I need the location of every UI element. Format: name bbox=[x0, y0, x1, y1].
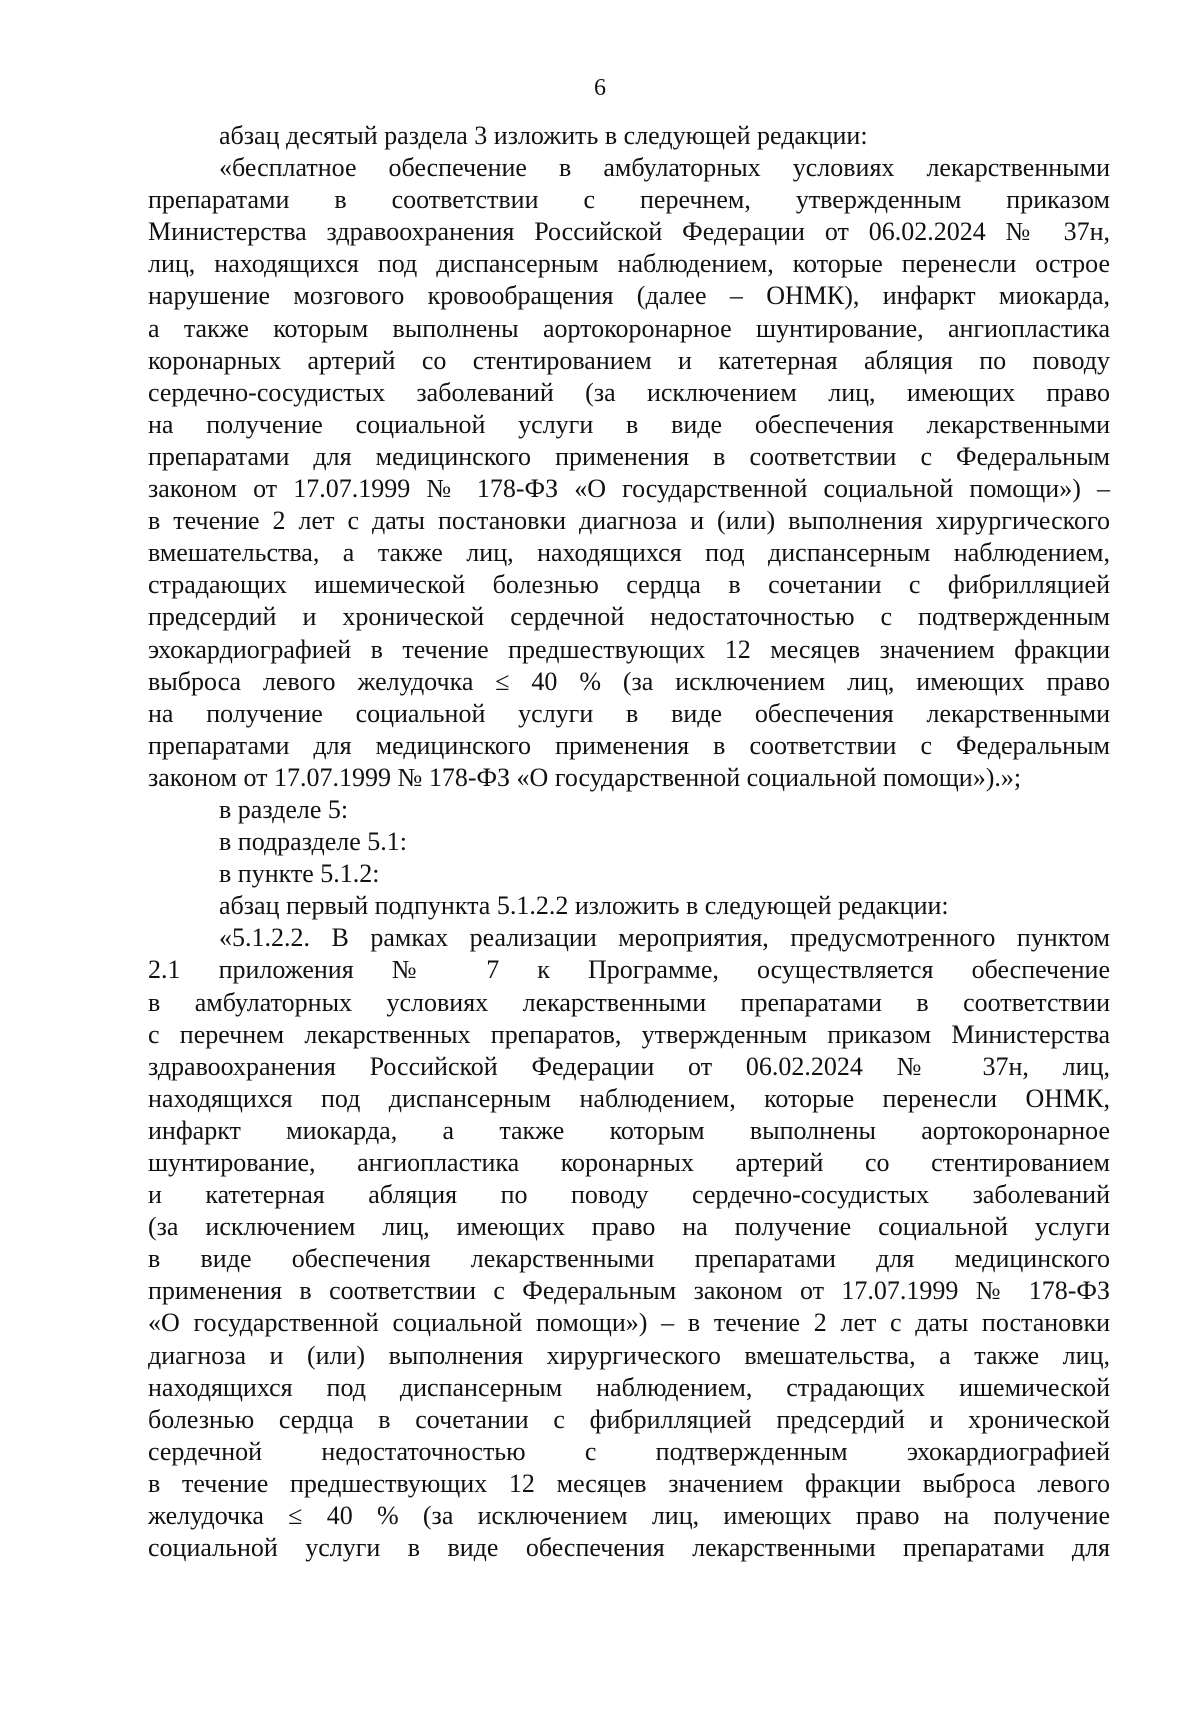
text-line: на получение социальной услуги в виде обеспечения лекарственными bbox=[148, 409, 1110, 439]
text-line: «О государственной социальной помощи») – в течение 2 лет с даты постановки bbox=[148, 1308, 1110, 1338]
text-line: препаратами для медицинского применения в соответствии с Федеральным bbox=[148, 441, 1110, 471]
text-line: шунтирование, ангиопластика коронарных артерий со стентированием bbox=[148, 1148, 1110, 1177]
text-line: лиц, находящихся под диспансерным наблюдением, которые перенесли острое bbox=[148, 249, 1110, 279]
text-line: инфаркт миокарда, а также которым выполнены аортокоронарное bbox=[148, 1115, 1110, 1145]
text-line: «бесплатное обеспечение в амбулаторных условиях лекарственными bbox=[219, 153, 1110, 183]
text-line: препаратами для медицинского применения в соответствии с Федеральным bbox=[148, 730, 1110, 760]
text-line: диагноза и (или) выполнения хирургического вмешательства, а также лиц, bbox=[148, 1340, 1110, 1370]
text-line: Министерства здравоохранения Российской Федерации от 06.02.2024 № 37н, bbox=[148, 217, 1110, 247]
text-line: желудочка ≤ 40 % (за исключением лиц, имеющих право на получение bbox=[148, 1501, 1110, 1531]
text-line: эхокардиографией в течение предшествующих 12 месяцев значением фракции bbox=[148, 634, 1110, 664]
text-line: «5.1.2.2. В рамках реализации мероприятия, предусмотренного пунктом bbox=[219, 923, 1110, 953]
text-line: в виде обеспечения лекарственными препаратами для медицинского bbox=[148, 1244, 1110, 1274]
text-line: в пункте 5.1.2: bbox=[219, 859, 380, 889]
text-line: сердечной недостаточностью с подтвержденным эхокардиографией bbox=[148, 1436, 1110, 1466]
text-line: абзац первый подпункта 5.1.2.2 изложить в следующей редакции: bbox=[219, 891, 949, 921]
text-line: нарушение мозгового кровообращения (далее – ОНМК), инфаркт миокарда, bbox=[148, 281, 1110, 311]
text-line: в течение предшествующих 12 месяцев значением фракции выброса левого bbox=[148, 1468, 1110, 1498]
text-line: выброса левого желудочка ≤ 40 % (за исключением лиц, имеющих право bbox=[148, 666, 1110, 696]
text-line: на получение социальной услуги в виде обеспечения лекарственными bbox=[148, 698, 1110, 728]
text-line: страдающих ишемической болезнью сердца в сочетании с фибрилляцией bbox=[148, 570, 1110, 600]
text-line: 2.1 приложения № 7 к Программе, осуществляется обеспечение bbox=[148, 955, 1110, 985]
text-line: находящихся под диспансерным наблюдением, которые перенесли ОНМК, bbox=[148, 1083, 1110, 1113]
text-line: (за исключением лиц, имеющих право на получение социальной услуги bbox=[148, 1212, 1110, 1242]
text-line: в разделе 5: bbox=[219, 794, 349, 824]
text-line: и катетерная абляция по поводу сердечно-сосудистых заболеваний bbox=[148, 1180, 1110, 1210]
text-line: находящихся под диспансерным наблюдением, страдающих ишемической bbox=[148, 1372, 1110, 1402]
page-number: 6 bbox=[594, 75, 606, 101]
text-line: социальной услуги в виде обеспечения лекарственными препаратами для bbox=[148, 1533, 1110, 1563]
text-line: абзац десятый раздела 3 изложить в следующей редакции: bbox=[219, 121, 868, 150]
text-line: в амбулаторных условиях лекарственными препаратами в соответствии bbox=[148, 987, 1110, 1017]
text-line: применения в соответствии с Федеральным законом от 17.07.1999 № 178-ФЗ bbox=[148, 1276, 1110, 1306]
text-line: коронарных артерий со стентированием и катетерная абляция по поводу bbox=[148, 345, 1110, 375]
text-line: законом от 17.07.1999 № 178-ФЗ «О государственной социальной помощи») – bbox=[148, 474, 1110, 504]
text-line: здравоохранения Российской Федерации от 06.02.2024 № 37н, лиц, bbox=[148, 1051, 1110, 1081]
text-line: а также которым выполнены аортокоронарное шунтирование, ангиопластика bbox=[148, 313, 1110, 343]
text-line: предсердий и хронической сердечной недостаточностью с подтвержденным bbox=[148, 602, 1110, 632]
text-line: болезнью сердца в сочетании с фибрилляцией предсердий и хронической bbox=[148, 1404, 1110, 1434]
text-line: препаратами в соответствии с перечнем, утвержденным приказом bbox=[148, 185, 1110, 215]
text-line: с перечнем лекарственных препаратов, утвержденным приказом Министерства bbox=[148, 1019, 1110, 1049]
document-body bbox=[148, 120, 1110, 1564]
text-line: законом от 17.07.1999 № 178-ФЗ «О государственной социальной помощи»).»; bbox=[148, 762, 1022, 792]
text-line: в течение 2 лет с даты постановки диагноза и (или) выполнения хирургического bbox=[148, 506, 1110, 536]
text-line: сердечно-сосудистых заболеваний (за исключением лиц, имеющих право bbox=[148, 377, 1110, 407]
text-line: вмешательства, а также лиц, находящихся под диспансерным наблюдением, bbox=[148, 538, 1110, 568]
text-line: в подразделе 5.1: bbox=[219, 827, 408, 857]
